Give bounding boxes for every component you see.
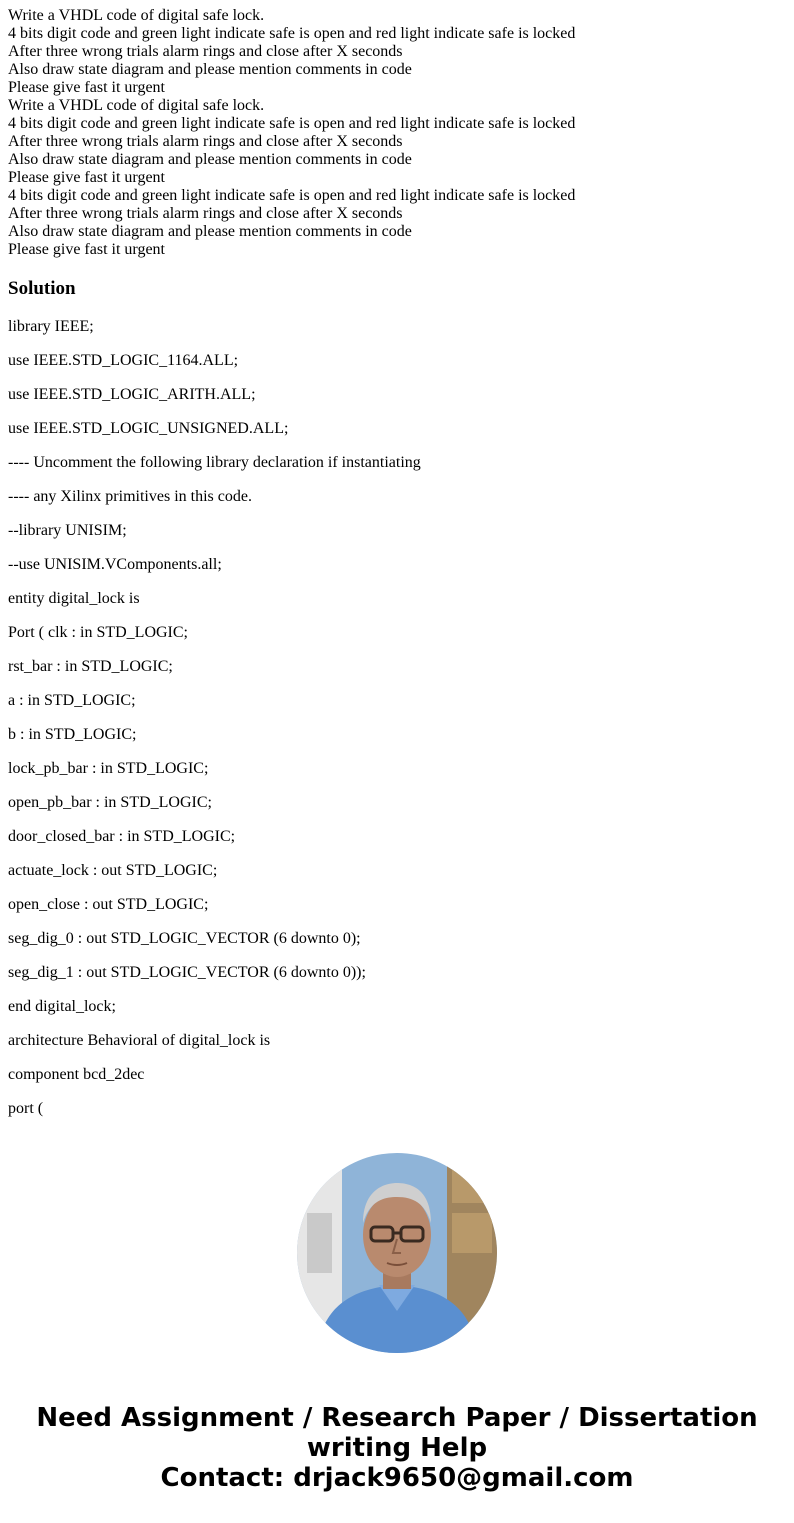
question-line: Please give fast it urgent [8, 241, 165, 258]
promo-contact: Contact: drjack9650@gmail.com [160, 1463, 634, 1493]
question-line: Write a VHDL code of digital safe lock. [8, 7, 265, 24]
code-line: end digital_lock; [8, 998, 116, 1015]
solution-heading: Solution [8, 278, 76, 299]
question-line: After three wrong trials alarm rings and close after X seconds [8, 205, 403, 222]
promo-banner [0, 1403, 794, 1493]
code-line: open_pb_bar : in STD_LOGIC; [8, 794, 212, 811]
code-line: actuate_lock : out STD_LOGIC; [8, 862, 218, 879]
question-line: After three wrong trials alarm rings and close after X seconds [8, 133, 403, 150]
author-photo-icon [297, 1153, 497, 1353]
code-line: library IEEE; [8, 318, 94, 335]
code-line: entity digital_lock is [8, 590, 140, 607]
question-line: Also draw state diagram and please mention comments in code [8, 223, 412, 240]
code-line: ---- any Xilinx primitives in this code. [8, 488, 252, 505]
question-line: Write a VHDL code of digital safe lock. [8, 97, 265, 114]
avatar-illustration [297, 1153, 497, 1353]
code-line: use IEEE.STD_LOGIC_UNSIGNED.ALL; [8, 420, 289, 437]
code-line: ---- Uncomment the following library declaration if instantiating [8, 454, 421, 471]
code-line: rst_bar : in STD_LOGIC; [8, 658, 173, 675]
code-line: use IEEE.STD_LOGIC_1164.ALL; [8, 352, 239, 369]
code-line: seg_dig_1 : out STD_LOGIC_VECTOR (6 downto 0)); [8, 964, 366, 981]
question-line: 4 bits digit code and green light indicate safe is open and red light indicate safe is locked [8, 115, 576, 132]
code-line: --library UNISIM; [8, 522, 127, 539]
question-line: Please give fast it urgent [8, 169, 165, 186]
code-line: Port ( clk : in STD_LOGIC; [8, 624, 188, 641]
code-line: component bcd_2dec [8, 1066, 145, 1083]
code-line: use IEEE.STD_LOGIC_ARITH.ALL; [8, 386, 256, 403]
code-line: architecture Behavioral of digital_lock is [8, 1032, 271, 1049]
code-line: seg_dig_0 : out STD_LOGIC_VECTOR (6 downto 0); [8, 930, 361, 947]
code-line: door_closed_bar : in STD_LOGIC; [8, 828, 236, 845]
solution-code [8, 318, 788, 1134]
promo-line-1: Need Assignment / Research Paper / Dissertation [36, 1403, 758, 1433]
question-text [8, 7, 788, 259]
code-line: --use UNISIM.VComponents.all; [8, 556, 222, 573]
question-line: Also draw state diagram and please mention comments in code [8, 151, 412, 168]
code-line: b : in STD_LOGIC; [8, 726, 137, 743]
code-line: open_close : out STD_LOGIC; [8, 896, 209, 913]
question-line: 4 bits digit code and green light indicate safe is open and red light indicate safe is locked [8, 25, 576, 42]
code-line: lock_pb_bar : in STD_LOGIC; [8, 760, 209, 777]
promo-line-2: writing Help [306, 1433, 488, 1463]
question-line: Also draw state diagram and please mention comments in code [8, 61, 412, 78]
code-line: a : in STD_LOGIC; [8, 692, 136, 709]
code-line: port ( [8, 1100, 44, 1117]
question-line: 4 bits digit code and green light indicate safe is open and red light indicate safe is locked [8, 187, 576, 204]
question-line: Please give fast it urgent [8, 79, 165, 96]
question-line: After three wrong trials alarm rings and close after X seconds [8, 43, 403, 60]
